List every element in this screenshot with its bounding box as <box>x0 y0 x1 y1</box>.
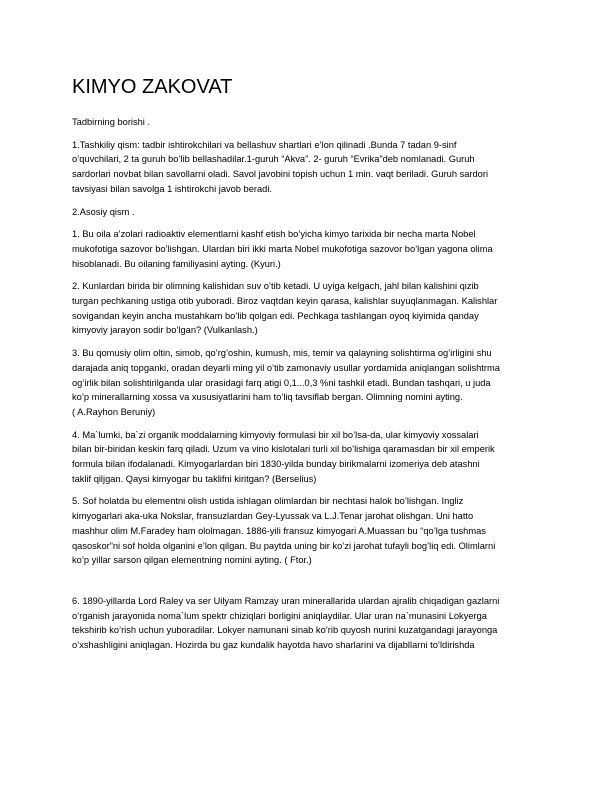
paragraph <box>72 279 548 338</box>
paragraph-line: mukofotiga sazovor bo’lishgan. Ulardan biri ikki marta Nobel mukofotiga sazovor bo’lgan yagona olima <box>72 243 493 254</box>
paragraph-line: turgan pechkaning ustiga otib yuboradi. Biroz vaqtdan keyin qarasa, kalishlar suyuqlanmagan. Kalishlar <box>72 296 498 307</box>
paragraph <box>72 494 548 568</box>
paragraph <box>72 346 548 420</box>
paragraph-line: ko’p minerallarning xossa va xususiyatlarini ham to’liq tavsiflab bergan. Olimning nomini ayting. <box>72 392 463 403</box>
paragraph-line: kimyoviy jarayon sodir bo’lgan? (Vulkanlash.) <box>72 325 258 336</box>
paragraph-line: 1.Tashkiliy qism: tadbir ishtirokchilari va bellashuv shartlari e’lon qilinadi .Bunda 7 tadan 9-sinf <box>72 139 457 150</box>
paragraph-line: og’irlik bilan solishtirilganda ular orasidagi farq atigi 0,1...0,3 %ni tashkil etadi. Bundan tashqari, u juda <box>72 377 491 388</box>
paragraph-line: o’xshashligini aniqlagan. Hozirda bu gaz kundalik hayotda havo sharlarini va dijabllarni to’ldirishda <box>72 640 475 651</box>
paragraph <box>72 138 548 197</box>
paragraph <box>72 227 548 271</box>
paragraph-line: hisoblanadi. Bu oilaning familiyasini ayting. (Kyuri.) <box>72 258 281 269</box>
paragraph <box>72 205 548 220</box>
paragraph-line: kimyogarlari aka-uka Nokslar, fransuzlardan Gey-Lyussak va L.J.Tenar jarohat olishgan. Uni hatto <box>72 511 474 522</box>
paragraph-line: 2. Kunlardan birida bir olimning kalishidan suv o’tib ketadi. U uyiga kelgach, jahl bilan kalishini qizib <box>72 281 479 292</box>
paragraph-line: o’quvchilari, 2 ta guruh bo’lib bellashadilar.1-guruh “Akva”. 2- guruh “Evrika”deb nomlanadi. Guruh <box>72 154 475 165</box>
paragraph-line: formula bilan ifodalanadi. Kimyogarlardan biri 1830-yilda bunday birikmalarni izomeriya deb atashni <box>72 459 480 470</box>
paragraph-line: tavsiyasi bilan savolga 1 ishtirokchi javob beradi. <box>72 183 272 194</box>
paragraph-line: tekshirib ko’rish uchun yuboradilar. Lokyer namunani sinab ko’rib quyosh nurini kuzatgandagi jarayonga <box>72 625 498 636</box>
paragraph-line: taklif qiljgan. Qaysi kimyogar bu taklifni kiritgan? (Berselius) <box>72 473 317 484</box>
paragraph-line: 3. Bu qomusiy olim oltin, simob, qo’rg’oshin, kumush, mis, temir va qalayning solishtirma og’irligini shu <box>72 348 492 359</box>
paragraph-line: o’rganish jarayonida noma`lum spektr chiziqlari borligini aniqlaydilar. Ular uran na`munasini Lokyerga <box>72 610 487 621</box>
paragraph-line: Tadbirning borishi . <box>72 117 151 127</box>
paragraph <box>72 428 548 487</box>
paragraph-line: ko’p yillar sarson qilgan elementning nomini ayting. ( Ftor.) <box>72 555 312 566</box>
paragraph <box>72 594 548 653</box>
paragraph-line: sardorlari novbat bilan savollarni oladi. Savol javobini topish uchun 1 min. vaqt beriladi. Guruh sardori <box>72 169 489 180</box>
paragraph-gap <box>72 576 548 594</box>
paragraph-line: darajada aniq topganki, oradan deyarli ming yil o’tib zamonaviy usullar yordamida aniqlangan solishtrma <box>72 362 500 373</box>
paragraph-line: 2.Asosiy qism . <box>72 206 135 217</box>
document-title: KIMYO ZAKOVAT <box>72 76 233 98</box>
paragraph-line: ( A.Rayhon Beruniy) <box>72 406 156 417</box>
paragraph-line: 4. Ma`lumki, ba`zi organik moddalarning kimyoviy formulasi bir xil bo’lsa-da, ular kimyoviy xossalari <box>72 429 479 440</box>
paragraph-line: qasoskor”ni sof holda olganini e’lon qilgan. Bu paytda uning bir ko’zi jarohat tufayli bog’liq edi. Olimlarni <box>72 540 496 551</box>
document-body <box>72 115 548 661</box>
paragraph-line: 6. 1890-yillarda Lord Raley va ser Uilyam Ramzay uran minerallarida ulardan ajralib chiqadigan gazlarni <box>72 595 500 606</box>
paragraph-line: bilan bir-biridan keskin farq qiladi. Uzum va vino kislotalari turli xil bo’lishiga qaramasdan bir xil emperik <box>72 444 495 455</box>
paragraph-line: 1. Bu oila a’zolari radioaktiv elementlarni kashf etish bo’yicha kimyo tarixida bir necha marta Nobel <box>72 229 476 240</box>
paragraph <box>72 115 548 130</box>
paragraph-line: sovigandan keyin ancha mustahkam bo’lib qolgan edi. Pechkaga tashlangan oyoq kiyimida qanday <box>72 310 479 321</box>
paragraph-line: 5. Sof holatda bu elementni olish ustida ishlagan olimlardan bir nechtasi halok bo’lishgan. Ingliz <box>72 496 464 507</box>
paragraph-line: mashhur olim M.Faradey ham ololmagan. 1886-yili fransuz kimyogari A.Muassan bu “qo’lga tushmas <box>72 525 486 536</box>
